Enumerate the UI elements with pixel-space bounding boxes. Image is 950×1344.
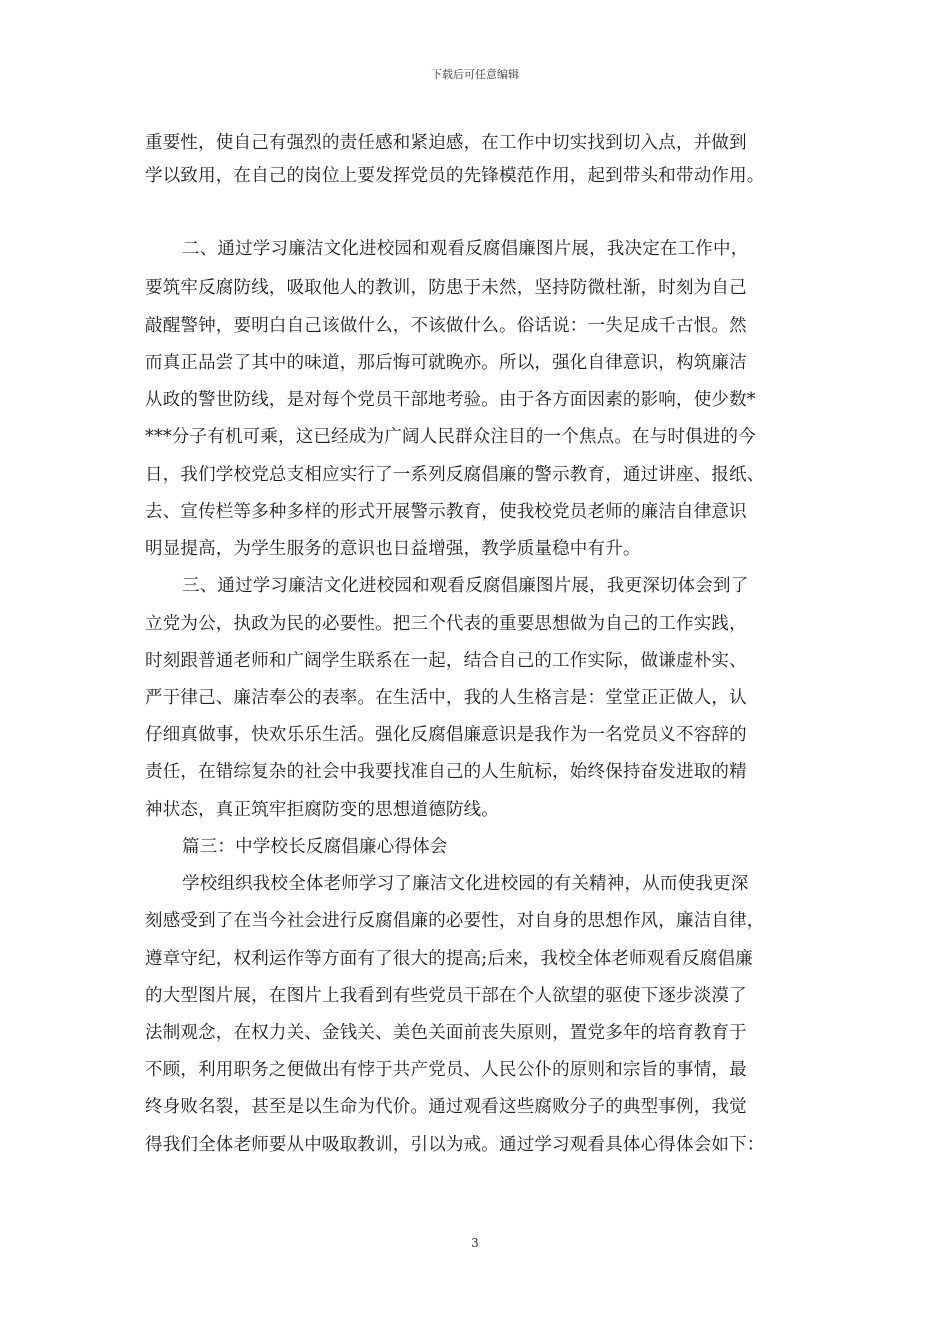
text-line: 日，我们学校党总支相应实行了一系列反腐倡廉的警示教育，通过讲座、报纸、: [145, 465, 765, 485]
page-header: 下载后可任意编辑: [431, 68, 519, 81]
page-number: 3: [471, 1236, 479, 1250]
text-line: 明显提高，为学生服务的意识也日益增强，教学质量稳中有升。: [145, 539, 641, 559]
text-line: 不顾，利用职务之便做出有悖于共产党员、人民公仆的原则和宗旨的事情，最: [145, 1060, 747, 1080]
text-line: 立党为公，执政为民的必要性。把三个代表的重要思想做为自己的工作实践，: [145, 614, 747, 634]
text-line: 责任，在错综复杂的社会中我要找准自己的人生航标，始终保持奋发进取的精: [145, 762, 747, 782]
text-line: 刻感受到了在当今社会进行反腐倡廉的必要性，对自身的思想作风，廉洁自律，: [145, 911, 765, 931]
text-line: 要筑牢反腐防线，吸取他人的教训，防患于未然，坚持防微杜渐，时刻为自己: [145, 278, 747, 298]
text-line: 仔细真做事，快欢乐乐生活。强化反腐倡廉意识是我作为一名党员义不容辞的: [145, 725, 747, 745]
text-line: 重要性，使自己有强烈的责任感和紧迫感，在工作中切实找到切入点，并做到: [145, 133, 747, 153]
text-line: 而真正品尝了其中的味道，那后悔可就晚亦。所以，强化自律意识，构筑廉洁: [145, 353, 747, 373]
text-line: 二、通过学习廉洁文化进校园和观看反腐倡廉图片展，我决定在工作中，: [182, 239, 749, 259]
text-line: 学校组织我校全体老师学习了廉洁文化进校园的有关精神，从而使我更深: [182, 874, 749, 894]
text-line: 去、宣传栏等多种多样的形式开展警示教育，使我校党员老师的廉洁自律意识: [145, 502, 747, 522]
text-line: 终身败名裂，甚至是以生命为代价。通过观看这些腐败分子的典型事例，我觉: [145, 1097, 747, 1117]
text-line: 三、通过学习廉洁文化进校园和观看反腐倡廉图片展，我更深切体会到了: [182, 576, 749, 596]
text-line: 严于律己、廉洁奉公的表率。在生活中，我的人生格言是：堂堂正正做人，认: [145, 688, 747, 708]
text-line: 从政的警世防线，是对每个党员干部地考验。由于各方面因素的影响，使少数*: [145, 390, 756, 410]
section-heading: 篇三：中学校长反腐倡廉心得体会: [182, 837, 448, 857]
text-line: 时刻跟普通老师和广阔学生联系在一起，结合自己的工作实际，做谦虚朴实、: [145, 651, 747, 671]
text-line: 神状态，真正筑牢拒腐防变的思想道德防线。: [145, 800, 499, 820]
text-line: ***分子有机可乘，这已经成为广阔人民群众注目的一个焦点。在与时俱进的今: [145, 427, 756, 447]
text-line: 得我们全体老师要从中吸取教训，引以为戒。通过学习观看具体心得体会如下：: [145, 1135, 765, 1155]
text-line: 的大型图片展，在图片上我看到有些党员干部在个人欲望的驱使下逐步淡漠了: [145, 986, 747, 1006]
text-line: 遵章守纪，权利运作等方面有了很大的提高;后来，我校全体老师观看反腐倡廉: [145, 949, 753, 969]
text-line: 敲醒警钟，要明白自己该做什么，不该做什么。俗话说：一失足成千古恨。然: [145, 316, 747, 336]
text-line: 法制观念，在权力关、金钱关、美色关面前丧失原则，置党多年的培育教育于: [145, 1023, 747, 1043]
text-line: 学以致用，在自己的岗位上要发挥党员的先锋模范作用，起到带头和带动作用。: [145, 166, 765, 186]
